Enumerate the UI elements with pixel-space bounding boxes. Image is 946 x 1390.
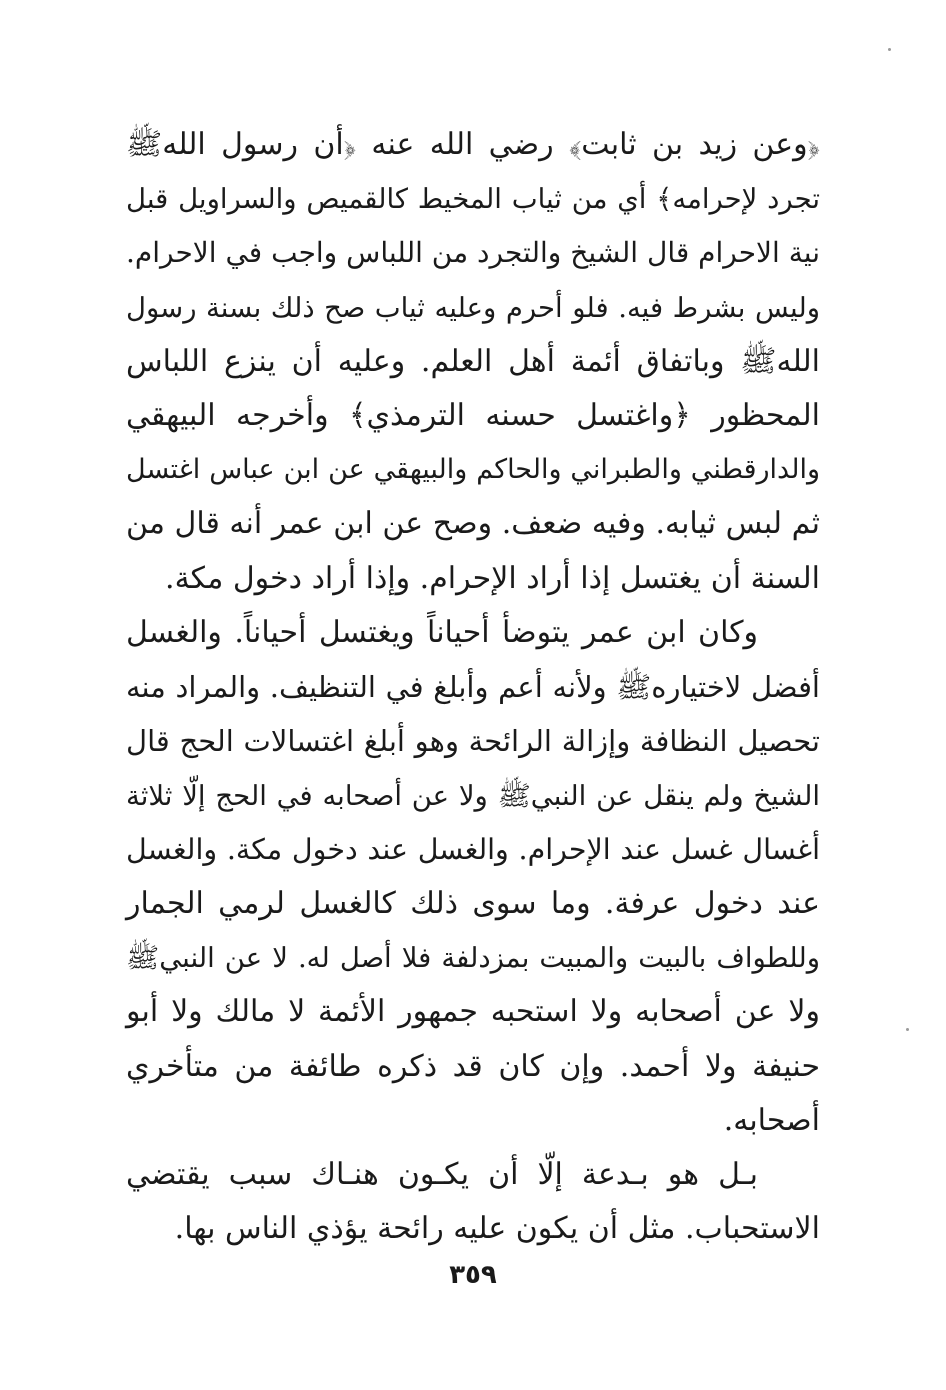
text-line: تجرد لإحرامه﴾ أي من ثياب المخيط كالقميص والسراويل قبل bbox=[126, 183, 820, 216]
scan-speck bbox=[888, 48, 891, 51]
paragraph-1 bbox=[126, 118, 820, 606]
text-line: أغسال غسل عند الإحرام. والغسل عند دخول مكة. والغسل bbox=[126, 832, 820, 866]
page-number: ٣٥٩ bbox=[449, 1260, 497, 1290]
text-line: السنة أن يغتسل إذا أراد الإحرام. وإذا أراد دخول مكة. bbox=[165, 560, 820, 596]
paragraph-2 bbox=[126, 606, 820, 1148]
paragraph-3 bbox=[126, 1148, 820, 1256]
text-line: ولا عن أصحابه ولا استحبه جمهور الأئمة لا مالك ولا أبو bbox=[126, 994, 820, 1030]
text-line: وكان ابن عمر يتوضأ أحياناً ويغتسل أحياناً. والغسل bbox=[126, 615, 758, 650]
text-line: الاستحباب. مثل أن يكون عليه رائحة يؤذي الناس بها. bbox=[174, 1211, 820, 1247]
text-line: تحصيل النظافة وإزالة الرائحة وهو أبلغ اغتسالات الحج قال bbox=[126, 724, 820, 759]
text-line: ثم لبس ثيابه. وفيه ضعف. وصح عن ابن عمر أنه قال من bbox=[126, 506, 820, 542]
scan-speck bbox=[906, 1028, 909, 1031]
text-line: الشيخ ولم ينقل عن النبيﷺ ولا عن أصحابه في الحج إلّا ثلاثة bbox=[126, 779, 820, 812]
text-line: المحظور ﴿واغتسل حسنه الترمذي﴾ وأخرجه البيهقي bbox=[126, 398, 820, 434]
text-line: وليس بشرط فيه. فلو أحرم وعليه ثياب صح ذلك بسنة رسول bbox=[126, 291, 820, 324]
text-line: ﴿وعن زيد بن ثابت﴾ رضي الله عنه ﴿أن رسول اللهﷺ bbox=[126, 127, 820, 162]
text-line: وللطواف بالبيت والمبيت بمزدلفة فلا أصل له. لا عن النبيﷺ bbox=[126, 942, 820, 975]
text-line: نية الاحرام قال الشيخ والتجرد من اللباس واجب في الاحرام. bbox=[126, 236, 820, 270]
text-line: حنيفة ولا أحمد. وإن كان قد ذكره طائفة من متأخري bbox=[126, 1048, 820, 1084]
text-line: أفضل لاختيارهﷺ ولأنه أعم وأبلغ في التنظيف. والمراد منه bbox=[126, 670, 820, 705]
text-line: اللهﷺ وباتفاق أئمة أهل العلم. وعليه أن ينزع اللباس bbox=[126, 343, 820, 379]
text-line: والدارقطني والطبراني والحاكم والبيهقي عن ابن عباس اغتسل bbox=[126, 454, 820, 486]
text-line: عند دخول عرفة. وما سوى ذلك كالغسل لرمي الجمار bbox=[126, 886, 820, 922]
text-line: بـل هو بـدعة إلّا أن يكـون هنـاك سبب يقتضي bbox=[126, 1157, 758, 1192]
text-line: أصحابه. bbox=[723, 1102, 820, 1138]
